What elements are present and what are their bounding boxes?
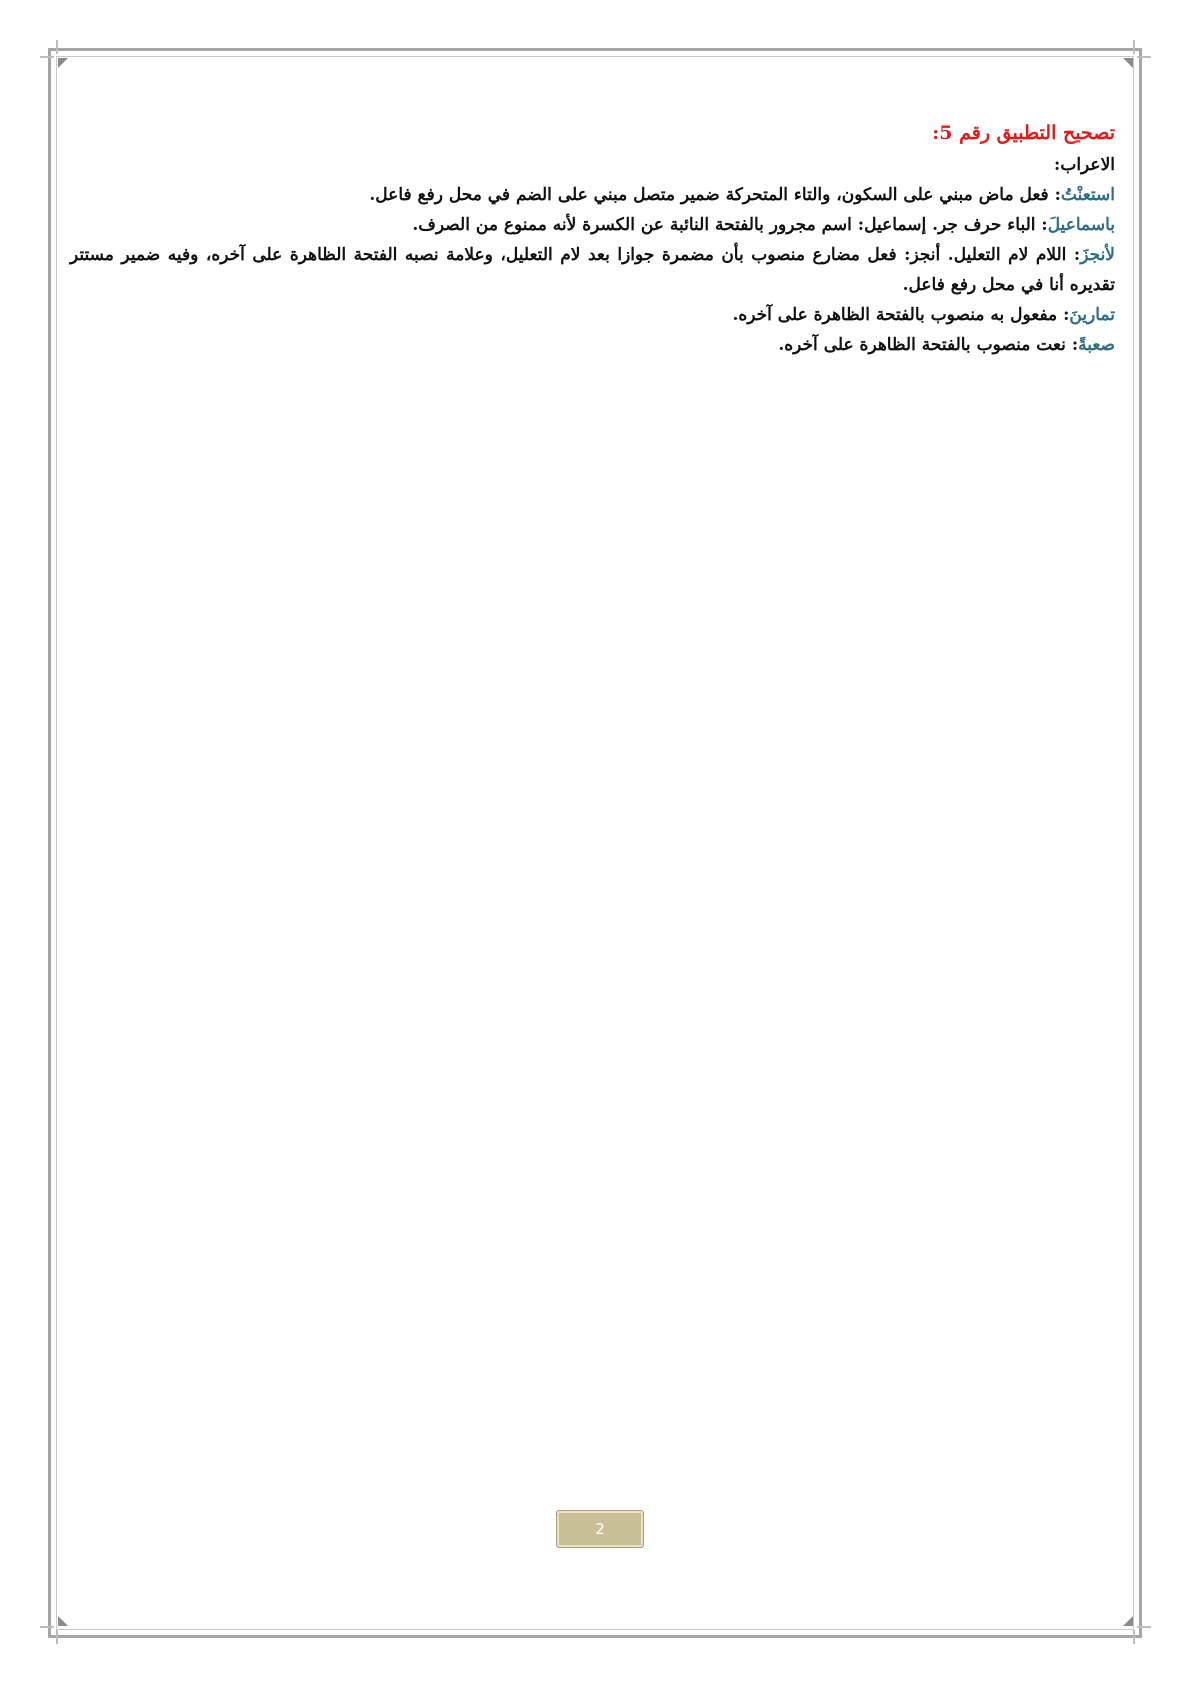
document-body (70, 116, 1115, 360)
term-separator: : (1066, 245, 1081, 265)
term-separator: : (1065, 335, 1079, 355)
parse-line (70, 240, 1115, 300)
frame-corner-bottom-right (1123, 1616, 1133, 1626)
frame-corner-top-left (58, 58, 68, 68)
frame-tick (1133, 1630, 1135, 1644)
parsed-word: باسماعيلَ (1047, 215, 1115, 235)
parsed-word: لأنجزَ (1080, 245, 1115, 265)
frame-corner-top-right (1123, 58, 1133, 68)
frame-tick (56, 40, 58, 54)
frame-tick (40, 1626, 54, 1628)
frame-tick (1137, 1626, 1151, 1628)
frame-tick (1133, 40, 1135, 54)
section-label: الاعراب: (1054, 155, 1115, 175)
frame-tick (40, 56, 54, 58)
parse-line (70, 300, 1115, 330)
parse-line (70, 330, 1115, 360)
parse-explanation: فعل ماض مبني على السكون، والتاء المتحركة ضمير متصل مبني على الضم في محل رفع فاعل. (369, 185, 1049, 205)
parse-explanation: اللام لام التعليل. أنجز: فعل مضارع منصوب بأن مضمرة جوازا بعد لام التعليل، وعلامة نصبه الفتحة الظاهرة على آخره، وفيه ضمير مستتر تقديره أنا في محل رفع فاعل. (70, 245, 1115, 295)
frame-tick (56, 1630, 58, 1644)
parse-explanation: الباء حرف جر. إسماعيل: اسم مجرور بالفتحة النائبة عن الكسرة لأنه ممنوع من الصرف. (412, 215, 1036, 235)
frame-tick (1137, 56, 1151, 58)
parse-explanation: مفعول به منصوب بالفتحة الظاهرة على آخره. (732, 305, 1058, 325)
parsed-word: صعبةً (1078, 335, 1115, 355)
page-number-badge: 2 (556, 1510, 644, 1548)
exercise-heading: تصحيح التطبيق رقم 5: (932, 122, 1115, 144)
parse-line (70, 210, 1115, 240)
parse-line (70, 180, 1115, 210)
term-separator: : (1048, 185, 1061, 205)
term-separator: : (1035, 215, 1048, 235)
parsed-word: تمارينَ (1069, 305, 1115, 325)
term-separator: : (1057, 305, 1070, 325)
frame-corner-bottom-left (58, 1616, 68, 1626)
parse-explanation: نعت منصوب بالفتحة الظاهرة على آخره. (778, 335, 1066, 355)
parsed-word: استعنْتُ (1060, 185, 1115, 205)
